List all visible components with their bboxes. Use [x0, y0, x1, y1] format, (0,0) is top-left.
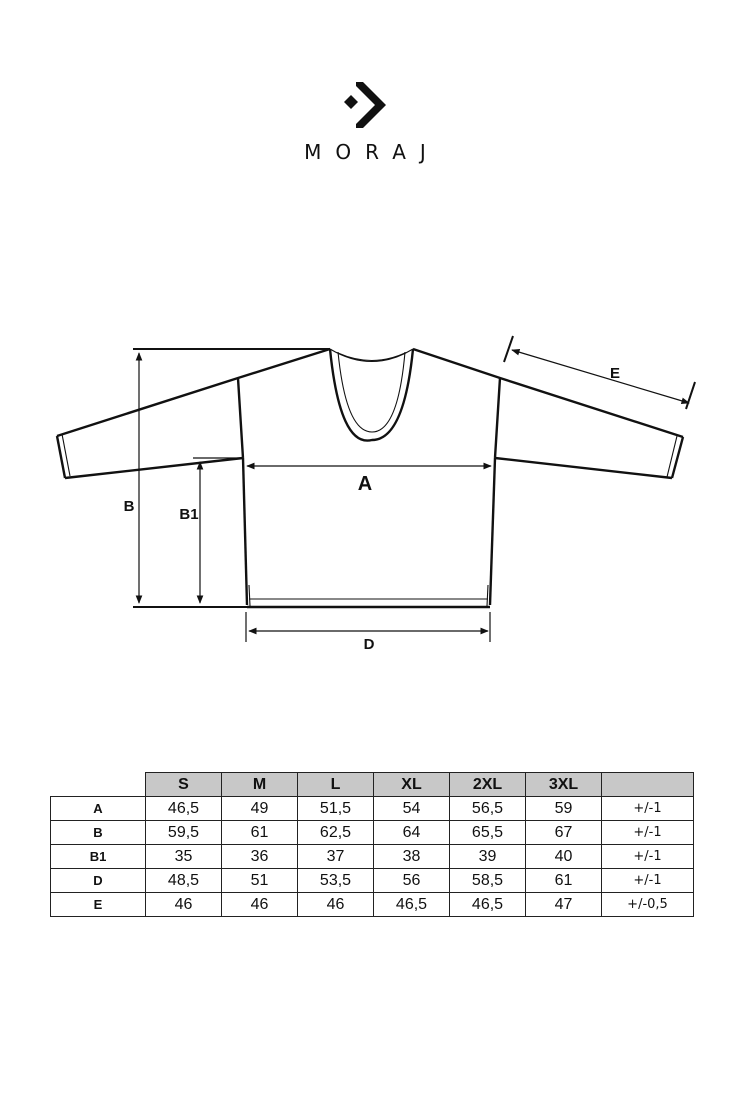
table-cell: 59,5	[146, 821, 222, 845]
table-cell: 56	[374, 869, 450, 893]
row-label: A	[51, 797, 146, 821]
table-cell: 46,5	[450, 893, 526, 917]
table-row	[51, 797, 694, 821]
table-cell: 48,5	[146, 869, 222, 893]
table-cell: 36	[222, 845, 298, 869]
table-cell: 35	[146, 845, 222, 869]
table-cell: 54	[374, 797, 450, 821]
row-label: E	[51, 893, 146, 917]
brand-name: MORAJ	[304, 140, 440, 164]
header-size-2xl: 2XL	[450, 773, 526, 797]
size-header-row	[51, 773, 694, 797]
table-cell: 67	[526, 821, 602, 845]
table-row	[51, 821, 694, 845]
table-cell: 46,5	[146, 797, 222, 821]
table-cell: 49	[222, 797, 298, 821]
dimension-e-line	[512, 350, 689, 403]
tolerance-cell: +/-0,5	[602, 893, 694, 917]
table-cell: 46	[146, 893, 222, 917]
table-cell: 46	[222, 893, 298, 917]
header-tolerance	[602, 773, 694, 797]
table-cell: 61	[526, 869, 602, 893]
table-cell: 38	[374, 845, 450, 869]
table-cell: 62,5	[298, 821, 374, 845]
dimension-e-label: E	[609, 365, 621, 382]
table-cell: 40	[526, 845, 602, 869]
row-label: B	[51, 821, 146, 845]
table-cell: 59	[526, 797, 602, 821]
table-cell: 58,5	[450, 869, 526, 893]
header-size-l: L	[298, 773, 374, 797]
table-cell: 65,5	[450, 821, 526, 845]
table-row	[51, 893, 694, 917]
header-size-s: S	[146, 773, 222, 797]
tolerance-cell: +/-1	[602, 869, 694, 893]
tolerance-cell: +/-1	[602, 797, 694, 821]
row-label: B1	[51, 845, 146, 869]
size-table	[50, 772, 694, 917]
table-cell: 61	[222, 821, 298, 845]
table-cell: 51,5	[298, 797, 374, 821]
table-cell: 46,5	[374, 893, 450, 917]
table-row	[51, 845, 694, 869]
dimension-b-label: B	[123, 498, 135, 515]
tolerance-cell: +/-1	[602, 821, 694, 845]
table-cell: 47	[526, 893, 602, 917]
table-cell: 53,5	[298, 869, 374, 893]
dimension-b1-label: B1	[179, 506, 199, 523]
tolerance-cell: +/-1	[602, 845, 694, 869]
table-cell: 37	[298, 845, 374, 869]
dimension-d-label: D	[363, 636, 375, 653]
header-size-m: M	[222, 773, 298, 797]
header-size-xl: XL	[374, 773, 450, 797]
dimension-a-label: A	[357, 473, 373, 495]
table-cell: 51	[222, 869, 298, 893]
header-corner	[51, 773, 146, 797]
header-size-3xl: 3XL	[526, 773, 602, 797]
table-cell: 64	[374, 821, 450, 845]
row-label: D	[51, 869, 146, 893]
table-cell: 46	[298, 893, 374, 917]
table-cell: 39	[450, 845, 526, 869]
table-cell: 56,5	[450, 797, 526, 821]
table-row	[51, 869, 694, 893]
